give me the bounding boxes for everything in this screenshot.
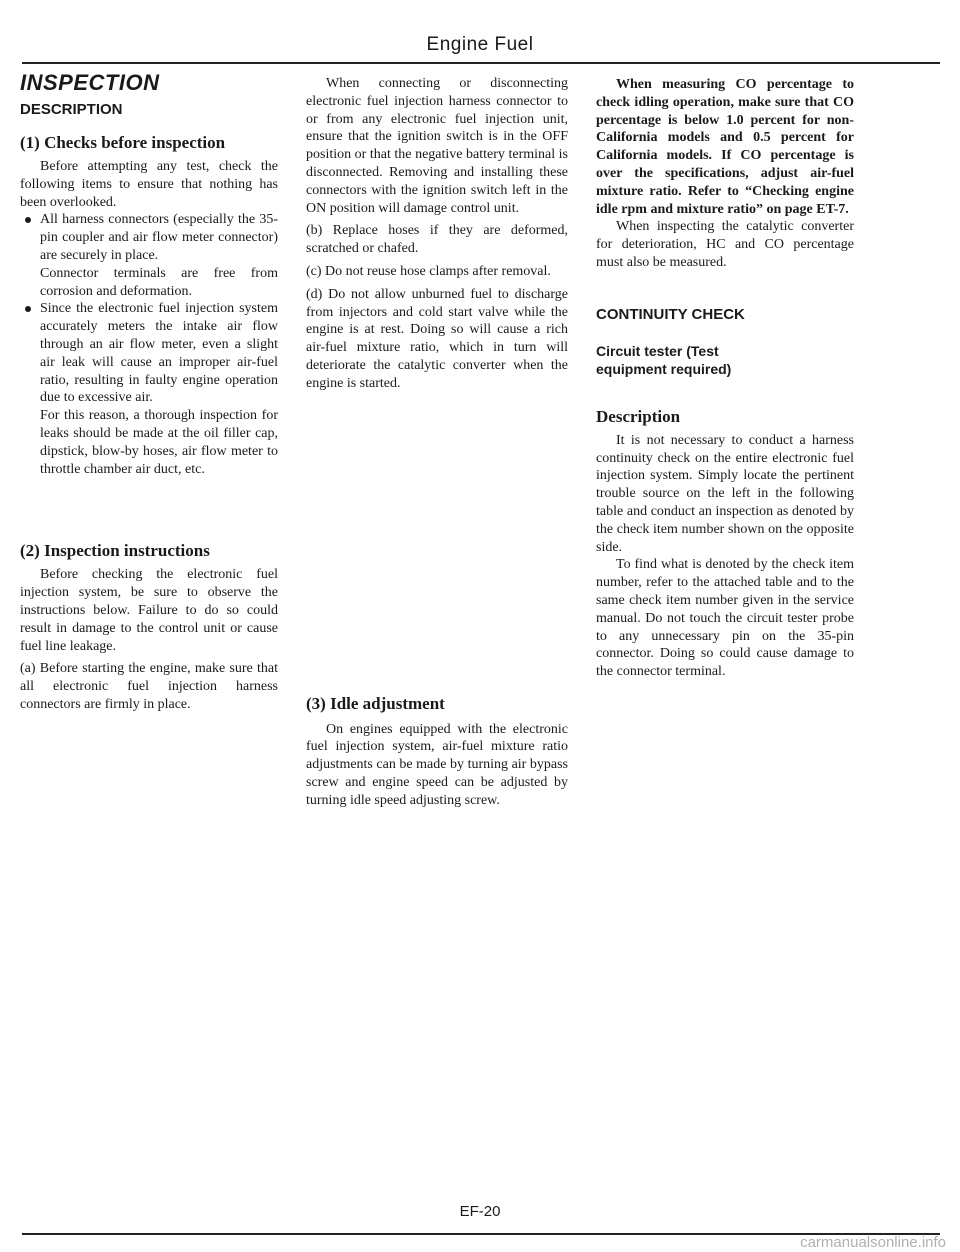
catalytic-converter-note: When inspecting the catalytic converter for deterioration, HC and CO percentage must also be measured. (596, 219, 854, 270)
instruction-item-c: (c) Do not reuse hose clamps after removal. (306, 263, 551, 279)
section-heading-inspection: INSPECTION (20, 70, 160, 95)
description-paragraph-1: It is not necessary to conduct a harness continuity check on the entire electronic fuel injection system. Simply locate the pertinent trouble source on the left in the following table and conduct an inspection as denoted by the check item number shown on the opposite side. (596, 432, 854, 555)
checks-before-inspection-title: (1) Checks before inspection (20, 133, 226, 152)
left-column (20, 70, 278, 714)
right-column (596, 76, 854, 681)
bullet-harness-connectors-continuation: Connector terminals are free from corrosion and deformation. (40, 265, 278, 299)
page-number: EF-20 (459, 1203, 501, 1220)
description-paragraph-2: To find what is denoted by the check item number, refer to the attached table and to the same check item number given in the service manual. Do not touch the circuit tester probe to any unnecessary pin on the 35-pin connector. Doing so could cause damage to the connector terminal. (596, 557, 854, 680)
connector-handling-paragraph: When connecting or disconnecting electronic fuel injection harness connector to or from any electronic fuel injection unit, ensure that the ignition switch is in the OFF position or that the negative battery terminal is disconnected. Removing and installing these connectors with the ignition switch left in the ON position will damage control unit. (306, 76, 568, 216)
instructions-intro-paragraph: Before checking the electronic fuel injection system, be sure to observe the instructions below. Failure to do so could result in damage to the control unit or cause fuel line leakage. (20, 567, 278, 654)
description-heading: Description (596, 406, 681, 426)
header-rule (22, 62, 940, 64)
idle-adjustment-paragraph: On engines equipped with the electronic fuel injection system, air-fuel mixture ratio adjustments can be made by turning air bypass screw and engine speed can be adjusted by turning idle speed adjusting screw. (306, 721, 568, 808)
watermark: carmanualsonline.info (800, 1234, 946, 1251)
instruction-item-d: (d) Do not allow unburned fuel to discharge from injectors and cold start valve while the engine is at rest. Doing so will cause a rich air-fuel mixture ratio, which in turn will deteriorate the catalytic converter when the engine is started. (306, 286, 568, 391)
inspection-instructions-title: (2) Inspection instructions (20, 541, 210, 561)
page-header-title: Engine Fuel (426, 34, 534, 55)
middle-column (306, 75, 568, 810)
instruction-item-b: (b) Replace hoses if they are deformed, scratched or chafed. (306, 223, 568, 257)
bullet-harness-connectors: All harness connectors (especially the 35-pin coupler and air flow meter connector) are securely in place. (20, 211, 278, 264)
continuity-check-heading: CONTINUITY CHECK (596, 305, 745, 323)
idle-adjustment-title: (3) Idle adjustment (306, 693, 445, 713)
checks-intro-paragraph: Before attempting any test, check the following items to ensure that nothing has been overlooked. (20, 159, 278, 210)
circuit-tester-heading: Circuit tester (Test equipment required) (596, 342, 732, 377)
bullet-air-leak: Since the electronic fuel injection system accurately meters the intake air flow through an air flow meter, even a slight air leak will cause an improper air-fuel ratio, resulting in faulty engine operation due to excessive air. (20, 300, 278, 407)
subheading-description: DESCRIPTION (20, 101, 123, 118)
bullet-air-leak-continuation: For this reason, a thorough inspection for leaks should be made at the oil filler cap, dipstick, blow-by hoses, air flow meter to throttle chamber air duct, etc. (40, 408, 278, 477)
co-percentage-note: When measuring CO percentage to check idling operation, make sure that CO percentage is below 1.0 percent for non-California models and 0.5 percent for California models. If CO percentage is over the specifications, adjust air-fuel mixture ratio. Refer to “Checking engine idle rpm and mixture ratio” on page ET-7. (596, 77, 854, 217)
instruction-item-a: (a) Before starting the engine, make sure that all electronic fuel injection harness connectors are firmly in place. (20, 661, 278, 712)
